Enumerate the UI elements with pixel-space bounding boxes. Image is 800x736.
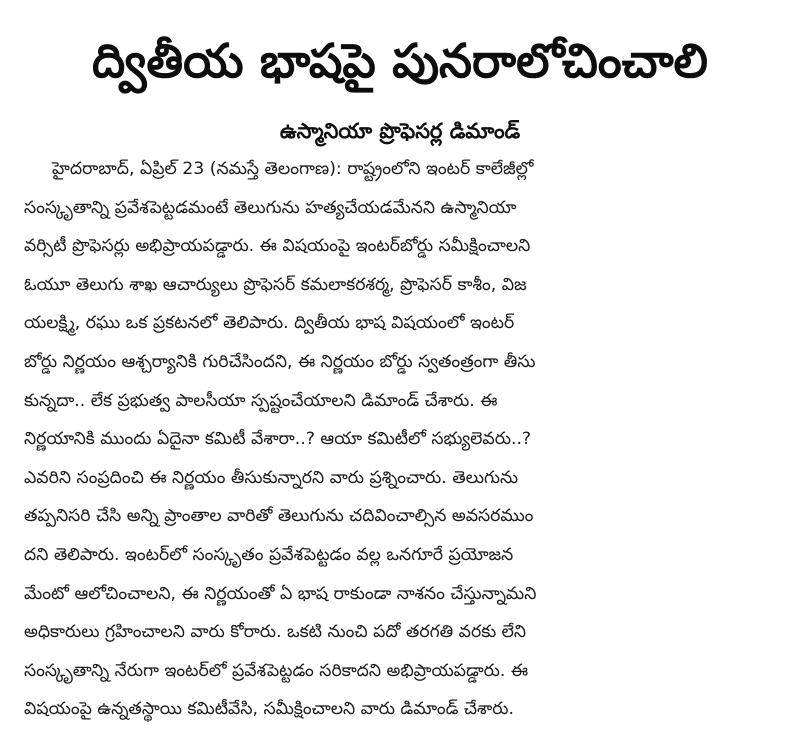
article-body bbox=[24, 150, 776, 729]
body-line: బోర్డు నిర్ణయం ఆశ్చర్యానికి గురిచేసిందని, ఈ నిర్ణయం బోర్డు స్వతంత్రంగా తీసు bbox=[24, 351, 536, 372]
body-line: యలక్ష్మి, రఘు ఒక ప్రకటనలో తెలిపారు. ద్వితీయ భాష విషయంలో ఇంటర్ bbox=[24, 313, 515, 334]
body-line: సంస్కృతాన్ని నేరుగా ఇంటర్‌లో ప్రవేశపెట్టడం సరికాదని అభిప్రాయపడ్డారు. ఈ bbox=[24, 660, 528, 681]
body-line: సంస్కృతాన్ని ప్రవేశపెట్టడమంటే తెలుగును హత్యచేయడమేనని ఉస్మానియా bbox=[24, 197, 517, 218]
body-line: తప్పనిసరి చేసి అన్ని ప్రాంతాల వారితో తెలుగును చదివించాల్సిన అవసరముం bbox=[24, 506, 534, 527]
subheading: ఉస్మానియా ప్రొఫెసర్ల డిమాండ్ bbox=[279, 119, 521, 143]
body-line: ఎవరిని సంప్రదించి ఈ నిర్ణయం తీసుకున్నారని వారు ప్రశ్నించారు. తెలుగును bbox=[24, 467, 519, 488]
body-line: నిర్ణయానికి ముందు ఏదైనా కమిటీ వేశారా..? ఆయా కమిటీలో సభ్యులెవరు..? bbox=[24, 429, 532, 450]
body-line: విషయంపై ఉన్నతస్థాయి కమిటీవేసి, సమీక్షించాలని వారు డిమాండ్ చేశారు. bbox=[24, 699, 514, 720]
body-line: దని తెలిపారు. ఇంటర్‌లో సంస్కృతం ప్రవేశపెట్టడం వల్ల ఒనగూరే ప్రయోజన bbox=[24, 544, 514, 565]
body-line: మేంటో ఆలోచించాలని, ఈ నిర్ణయంతో ఏ భాష రాకుండా నాశనం చేస్తున్నామని bbox=[24, 583, 537, 604]
body-line: కున్నదా.. లేక ప్రభుత్వ పాలసీయా స్పష్టంచేయాలని డిమాండ్ చేశారు. ఈ bbox=[24, 390, 498, 411]
body-line: ఓయూ తెలుగు శాఖ ఆచార్యులు ప్రొఫెసర్ కమలాకరశర్మ, ప్రొఫెసర్ కాశీం, విజ bbox=[24, 274, 527, 295]
headline: ద్వితీయ భాషపై పునరాలోచించాలి bbox=[91, 34, 709, 89]
body-line: హైదరాబాద్, ఏప్రిల్ 23 (నమస్తే తెలంగాణ): రాష్ట్రంలోని ఇంటర్ కాలేజీల్లో bbox=[52, 159, 534, 179]
body-line: వర్సిటీ ప్రొఫెసర్లు అభిప్రాయపడ్డారు. ఈ విషయంపై ఇంటర్‌బోర్డు సమీక్షించాలని bbox=[24, 236, 531, 257]
body-line: అధికారులు గ్రహించాలని వారు కోరారు. ఒకటి నుంచి పదో తరగతి వరకు లేని bbox=[24, 622, 527, 643]
